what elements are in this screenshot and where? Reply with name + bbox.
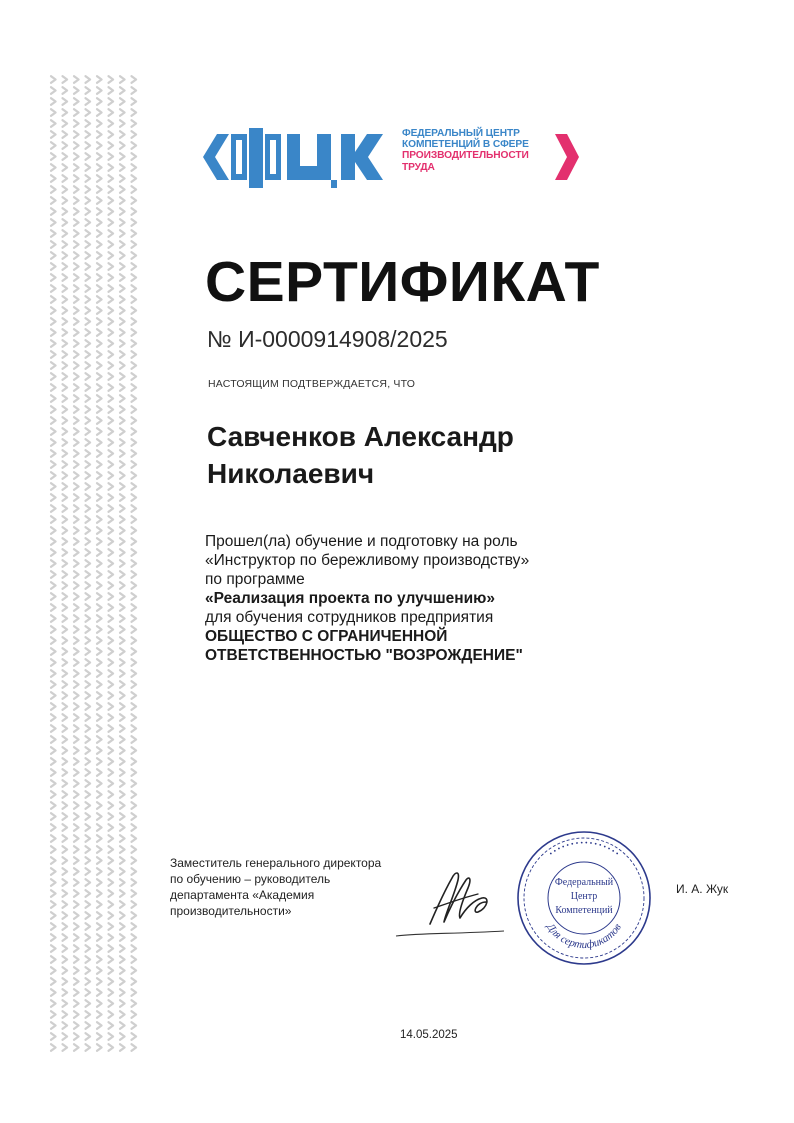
logo-line-1: ФЕДЕРАЛЬНЫЙ ЦЕНТР bbox=[402, 128, 520, 139]
official-stamp bbox=[509, 823, 659, 973]
body-line-company-1: ОБЩЕСТВО С ОГРАНИЧЕННОЙ bbox=[205, 628, 448, 645]
confirm-text: НАСТОЯЩИМ ПОДТВЕРЖДАЕТСЯ, ЧТО bbox=[208, 378, 416, 390]
signer-position-line-1: Заместитель генерального директора bbox=[170, 856, 382, 870]
recipient-name-line-1: Савченков Александр bbox=[207, 421, 514, 452]
signer-position-line-4: производительности» bbox=[170, 904, 292, 918]
body-line-role: «Инструктор по бережливому производству» bbox=[205, 552, 530, 569]
logo-line-3: ПРОИЗВОДИТЕЛЬНОСТИ bbox=[402, 150, 529, 162]
logo-line-4: ТРУДА bbox=[402, 161, 435, 173]
body-line-program-intro: по программе bbox=[205, 571, 305, 588]
stamp-line-1: Федеральный bbox=[554, 877, 614, 888]
stamp-arc-lettering: • • • • • • • • • • • • • • • • bbox=[547, 837, 621, 858]
fck-logo-mark bbox=[203, 126, 403, 188]
certificate-title: СЕРТИФИКАТ bbox=[205, 250, 600, 314]
signer-position bbox=[170, 855, 420, 919]
signer-position-line-2: по обучению – руководитель bbox=[170, 872, 331, 886]
fck-logo bbox=[203, 126, 529, 188]
body-line-role-intro: Прошел(ла) обучение и подготовку на роль bbox=[205, 533, 518, 550]
handwritten-signature bbox=[392, 858, 512, 942]
body-line-program: «Реализация проекта по улучшению» bbox=[205, 590, 496, 607]
logo-line-2-text: КОМПЕТЕНЦИЙ В СФЕРЕ bbox=[402, 139, 529, 151]
body-line-company-intro: для обучения сотрудников предприятия bbox=[205, 609, 494, 626]
logo-chevron-icon bbox=[553, 132, 579, 182]
logo-line-2 bbox=[402, 139, 562, 150]
recipient-name-line-2: Николаевич bbox=[207, 458, 375, 489]
signer-position-line-3: департамента «Академия bbox=[170, 888, 315, 902]
svg-text:Для сертификатов bbox=[544, 921, 624, 952]
stamp-line-2: Центр bbox=[570, 891, 598, 902]
signer-name: И. А. Жук bbox=[676, 882, 729, 896]
fck-logo-text bbox=[402, 128, 562, 173]
body-line-company-2: ОТВЕТСТВЕННОСТЬЮ "ВОЗРОЖДЕНИЕ" bbox=[205, 647, 523, 664]
stamp-arc-text: Для сертификатов bbox=[544, 921, 624, 952]
certificate-number: № И-0000914908/2025 bbox=[207, 326, 448, 352]
certificate-body bbox=[205, 532, 625, 665]
certificate-date: 14.05.2025 bbox=[400, 1029, 458, 1041]
stamp-line-3: Компетенций bbox=[555, 905, 613, 916]
svg-text:• • • • • • • • • • • • • • • bbox=[547, 838, 621, 858]
recipient-name bbox=[207, 418, 627, 492]
decorative-chevron-pattern bbox=[48, 74, 140, 1052]
